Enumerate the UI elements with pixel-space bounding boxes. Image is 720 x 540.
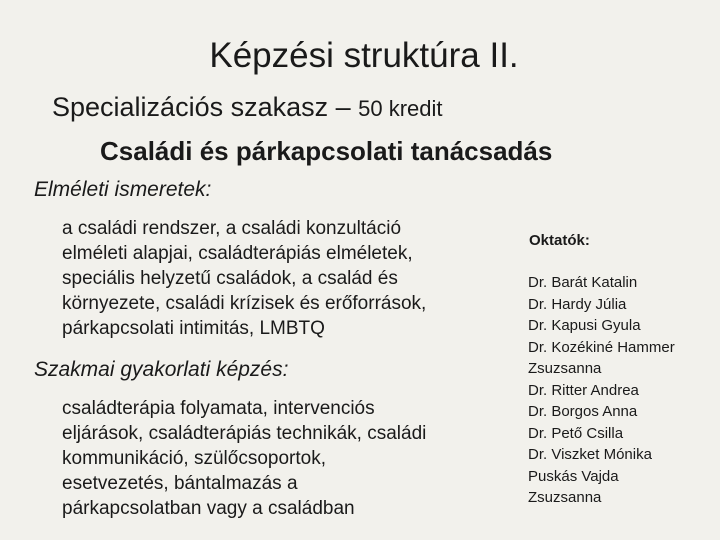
body-line: speciális helyzetű családok, a család és	[62, 268, 398, 289]
program-heading: Családi és párkapcsolati tanácsadás	[100, 136, 553, 166]
section-body-theory	[62, 216, 426, 341]
instructor-line: Dr. Kapusi Gyula	[528, 317, 641, 334]
instructor-line: Dr. Barát Katalin	[528, 274, 638, 291]
body-line: családterápia folyamata, intervenciós	[62, 398, 375, 419]
section-body-practice	[62, 396, 426, 521]
instructor-line: Dr. Viszket Mónika	[528, 446, 652, 463]
subtitle-credit: 50 kredit	[358, 96, 443, 121]
instructor-line: Dr. Pető Csilla	[528, 424, 624, 442]
body-line: esetvezetés, bántalmazás a	[62, 473, 298, 494]
body-line: elméleti alapjai, családterápiás elméletek,	[62, 243, 413, 264]
body-line: eljárások, családterápiás technikák, családi	[62, 423, 427, 444]
body-line: a családi rendszer, a családi konzultáció	[62, 218, 402, 239]
instructor-line: Zsuzsanna	[528, 360, 602, 377]
instructors-label: Oktatók:	[529, 232, 590, 249]
instructor-line: Dr. Borgos Anna	[528, 403, 638, 420]
body-line: párkapcsolati intimitás, LMBTQ	[62, 318, 325, 339]
slide-title: Képzési struktúra II.	[209, 36, 519, 75]
body-line: kommunikáció, szülőcsoportok,	[62, 448, 326, 469]
section-label-theory: Elméleti ismeretek:	[34, 178, 212, 201]
slide-subtitle	[52, 92, 443, 123]
body-line: környezete, családi krízisek és erőforrások,	[62, 293, 427, 314]
instructor-line: Dr. Hardy Júlia	[528, 295, 627, 313]
subtitle-text: Specializációs szakasz –	[52, 92, 359, 122]
instructor-line: Zsuzsanna	[528, 489, 602, 506]
body-line: párkapcsolatban vagy a családban	[62, 498, 355, 519]
instructor-line: Dr. Kozékiné Hammer	[528, 338, 675, 356]
instructors-list	[528, 272, 675, 509]
instructor-line: Puskás Vajda	[528, 467, 619, 485]
instructor-line: Dr. Ritter Andrea	[528, 381, 639, 399]
section-label-practice: Szakmai gyakorlati képzés:	[34, 358, 289, 381]
